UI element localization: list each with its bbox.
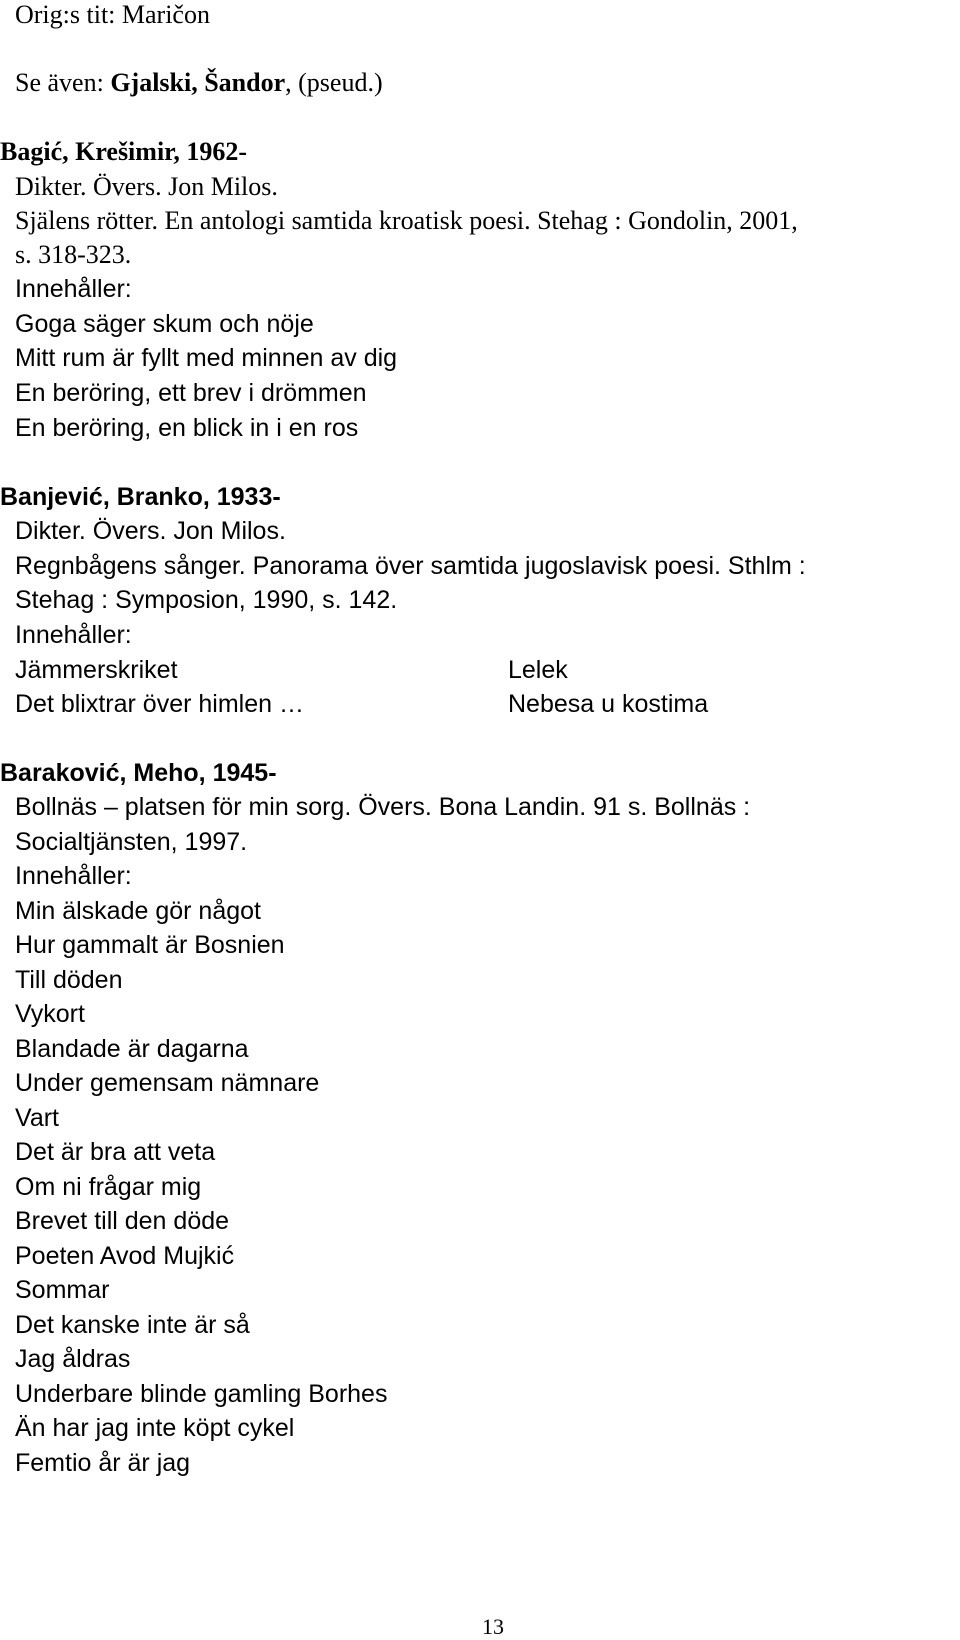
- entry-line: Sommar: [15, 1276, 110, 1304]
- entry-line: Innehåller:: [15, 621, 132, 649]
- contents-item: Lelek: [508, 656, 568, 684]
- entry-line: Jag åldras: [15, 1345, 131, 1373]
- entry-line: Än har jag inte köpt cykel: [15, 1414, 295, 1442]
- entry-line: Goga säger skum och nöje: [15, 310, 314, 338]
- entry-line: Innehåller:: [15, 862, 132, 890]
- entry-line: Vart: [15, 1104, 59, 1132]
- entry-line: Själens rötter. En antologi samtida kroatisk poesi. Stehag : Gondolin, 2001,: [15, 206, 798, 235]
- entry-line: Underbare blinde gamling Borhes: [15, 1380, 388, 1408]
- see-also-name: Gjalski, Šandor: [110, 68, 286, 97]
- entry-line: Det kanske inte är så: [15, 1311, 250, 1339]
- see-also-line: [15, 68, 383, 98]
- entry-line: Stehag : Symposion, 1990, s. 142.: [15, 586, 398, 614]
- entry-line: Mitt rum är fyllt med minnen av dig: [15, 344, 398, 372]
- entry-line: Det är bra att veta: [15, 1138, 216, 1166]
- contents-item: Det blixtrar över himlen …: [15, 690, 304, 718]
- entry-line: Innehåller:: [15, 275, 132, 303]
- entry-line: Blandade är dagarna: [15, 1035, 249, 1063]
- entry-line: s. 318-323.: [15, 240, 132, 269]
- entry-heading: Baraković, Meho, 1945-: [0, 759, 277, 787]
- contents-item: Jämmerskriket: [15, 656, 178, 684]
- entry-line: Socialtjänsten, 1997.: [15, 828, 248, 856]
- entry-line: Femtio år är jag: [15, 1449, 191, 1477]
- contents-item: Nebesa u kostima: [508, 690, 709, 718]
- see-also-prefix: Se även:: [15, 68, 111, 97]
- entry-line: Dikter. Övers. Jon Milos.: [15, 517, 286, 545]
- orig-title: Orig:s tit: Maričon: [15, 0, 210, 29]
- entry-line: En beröring, en blick in i en ros: [15, 414, 359, 442]
- entry-line: Regnbågens sånger. Panorama över samtida jugoslavisk poesi. Sthlm :: [15, 552, 806, 580]
- entry-line: Hur gammalt är Bosnien: [15, 931, 285, 959]
- entry-line: Till döden: [15, 966, 123, 994]
- entry-line: Dikter. Övers. Jon Milos.: [15, 172, 278, 201]
- entry-line: Brevet till den döde: [15, 1207, 230, 1235]
- page-number: 13: [482, 1614, 504, 1639]
- entry-line: Om ni frågar mig: [15, 1173, 202, 1201]
- entry-line: Poeten Avod Mujkić: [15, 1242, 235, 1270]
- entry-line: Bollnäs – platsen för min sorg. Övers. Bona Landin. 91 s. Bollnäs :: [15, 793, 751, 821]
- entry-heading: Banjević, Branko, 1933-: [0, 483, 281, 511]
- entry-line: Min älskade gör något: [15, 897, 261, 925]
- entry-line: Vykort: [15, 1000, 85, 1028]
- entry-line: Under gemensam nämnare: [15, 1069, 320, 1097]
- see-also-suffix: , (pseud.): [285, 68, 383, 97]
- entry-line: En beröring, ett brev i drömmen: [15, 379, 367, 407]
- entry-heading: Bagić, Krešimir, 1962-: [0, 137, 247, 166]
